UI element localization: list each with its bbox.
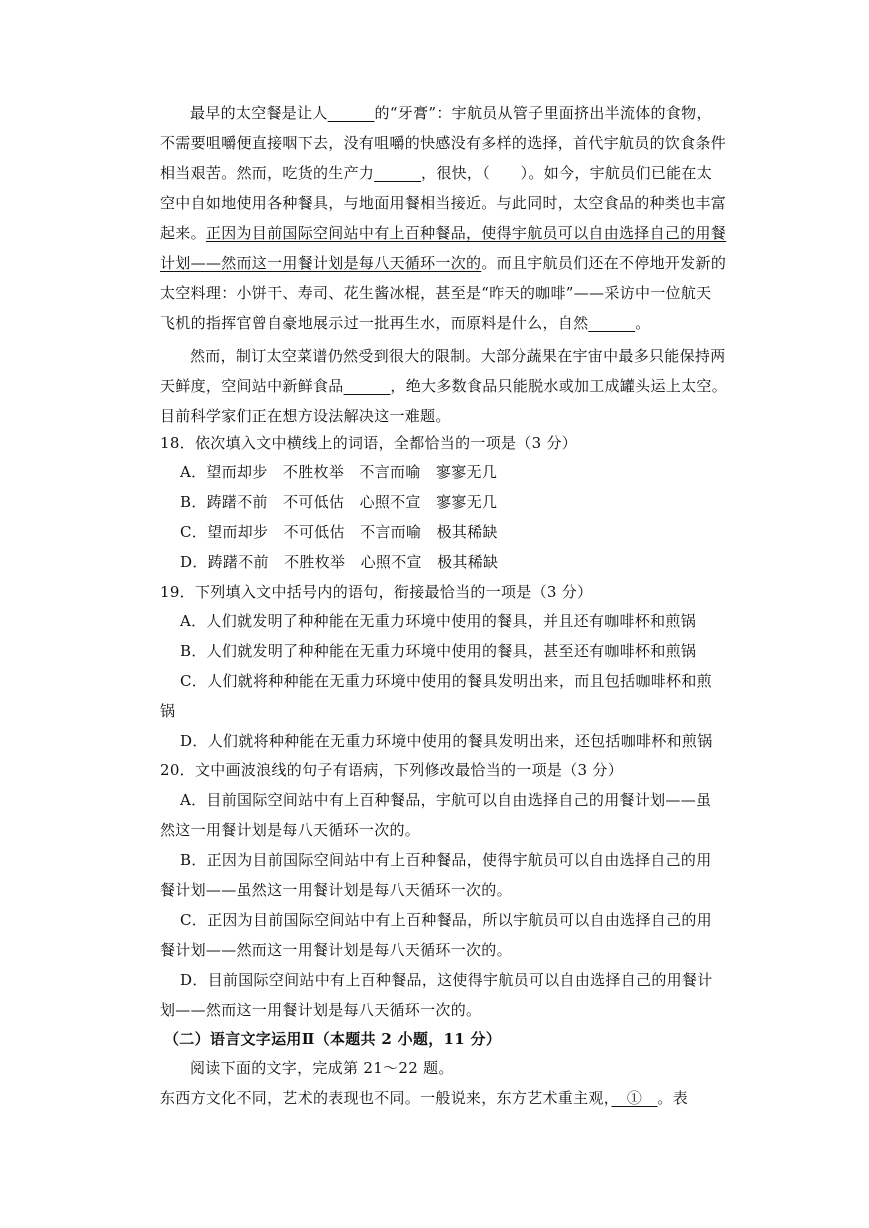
- passage-line: [160, 341, 770, 371]
- q19-option-a[interactable]: A．人们就发明了种种能在无重力环境中使用的餐具，并且还有咖啡杯和煎锅: [180, 612, 697, 630]
- q20-option-c[interactable]: C．正因为目前国际空间站中有上百种餐品，所以宇航员可以自由选择自己的用: [180, 911, 712, 929]
- passage-line: [160, 401, 740, 431]
- passage-line: [160, 371, 740, 401]
- wavy-underlined-sentence: 正因为目前国际空间站中有上百种餐品，使得宇航员可以自由选择自己的用餐: [205, 224, 727, 242]
- passage-line: [160, 308, 740, 338]
- q20-option-b[interactable]: B．正因为目前国际空间站中有上百种餐品，使得宇航员可以自由选择自己的用: [180, 851, 712, 869]
- q19-option-b[interactable]: B．人们就发明了种种能在无重力环境中使用的餐具，甚至还有咖啡杯和煎锅: [180, 642, 697, 660]
- q18-option-b[interactable]: B．踌躇不前 不可低估 心照不宣 寥寥无几: [180, 493, 498, 511]
- q20-option-d-continued: 划——然而这一用餐计划是每八天循环一次的。: [160, 1001, 482, 1019]
- q20-option-a-continued: 然这一用餐计划是每八天循环一次的。: [160, 821, 421, 839]
- fill-blank: ______: [588, 314, 636, 332]
- text-span: 东西方文化不同，艺术的表现也不同。一般说来，东方艺术重主观，: [160, 1089, 612, 1107]
- wavy-underlined-sentence: 计划——然而这一用餐计划是每八天循环一次的: [160, 254, 482, 272]
- q19-option-c-continued: 锅: [160, 702, 176, 720]
- q18-option-a[interactable]: A．望而却步 不胜枚举 不言而喻 寥寥无几: [180, 463, 498, 481]
- passage-line: [160, 158, 740, 188]
- text-span: 天鲜度，空间站中新鲜食品: [160, 377, 344, 395]
- fill-blank-1: ①: [611, 1089, 658, 1107]
- passage-line: [160, 128, 740, 158]
- passage-line: [160, 1083, 740, 1113]
- section-heading: （二）语言文字运用Ⅱ（本题共 2 小题，11 分）: [164, 1030, 502, 1048]
- q20-option-a[interactable]: A．目前国际空间站中有上百种餐品，宇航可以自由选择自己的用餐计划——虽: [180, 791, 712, 809]
- text-span: 不需要咀嚼便直接咽下去，没有咀嚼的快感没有多样的选择，首代宇航员的饮食条件: [160, 134, 727, 152]
- q18-option-c[interactable]: C．望而却步 不可低估 不言而喻 极其稀缺: [180, 523, 498, 541]
- question-20-stem: 20．文中画波浪线的句子有语病，下列修改最恰当的一项是（3 分）: [160, 761, 624, 779]
- fill-blank: ______: [374, 164, 422, 182]
- q18-option-d[interactable]: D．踌躇不前 不胜枚举 心照不宣 极其稀缺: [180, 553, 499, 571]
- text-span: 。表: [657, 1089, 689, 1107]
- text-span: 目前科学家们正在想方设法解决这一难题。: [160, 407, 451, 425]
- text-span: 飞机的指挥官曾自豪地展示过一批再生水，而原料是什么，自然: [160, 314, 589, 332]
- question-18-stem: 18．依次填入文中横线上的词语，全都恰当的一项是（3 分）: [160, 434, 578, 452]
- q19-option-c[interactable]: C．人们就将种种能在无重力环境中使用的餐具发明出来，而且包括咖啡杯和煎: [180, 672, 712, 690]
- text-span: 。: [635, 314, 651, 332]
- text-span: 空中自如地使用各种餐具，与地面用餐相当接近。与此同时，太空食品的种类也丰富: [160, 194, 727, 212]
- passage-line: [160, 248, 740, 278]
- text-span: 太空料理：小饼干、寿司、花生酱冰棍，甚至是“昨天的咖啡”——采访中一位航天: [160, 284, 712, 302]
- q20-option-b-continued: 餐计划——虽然这一用餐计划是每八天循环一次的。: [160, 881, 512, 899]
- passage-line: [160, 98, 770, 128]
- fill-blank: ______: [327, 104, 375, 122]
- text-span: 最早的太空餐是让人: [190, 104, 328, 122]
- section-intro: 阅读下面的文字，完成第 21～22 题。: [190, 1059, 454, 1077]
- passage-line: [160, 278, 740, 308]
- text-span: 起来。: [160, 224, 206, 242]
- q20-option-d[interactable]: D．目前国际空间站中有上百种餐品，这使得宇航员可以自由选择自己的用餐计: [180, 971, 713, 989]
- text-span: ，绝大多数食品只能脱水或加工成罐头运上太空。: [390, 377, 728, 395]
- text-span: 相当艰苦。然而，吃货的生产力: [160, 164, 375, 182]
- passage-line: [160, 218, 740, 248]
- q19-option-d[interactable]: D．人们就将种种能在无重力环境中使用的餐具发明出来，还包括咖啡杯和煎锅: [180, 732, 713, 750]
- text-span: 然而，制订太空菜谱仍然受到很大的限制。大部分蔬果在宇宙中最多只能保持两: [190, 347, 726, 365]
- text-span: 的“牙膏”：宇航员从管子里面挤出半流体的食物，: [374, 104, 712, 122]
- passage-line: [160, 188, 740, 218]
- question-19-stem: 19．下列填入文中括号内的语句，衔接最恰当的一项是（3 分）: [160, 583, 593, 601]
- text-span: 。而且宇航员们还在不停地开发新的: [481, 254, 727, 272]
- q20-option-c-continued: 餐计划——然而这一用餐计划是每八天循环一次的。: [160, 941, 512, 959]
- fill-blank: ______: [343, 377, 391, 395]
- text-span: ，很快，（ ）。如今，宇航员们已能在太: [421, 164, 713, 182]
